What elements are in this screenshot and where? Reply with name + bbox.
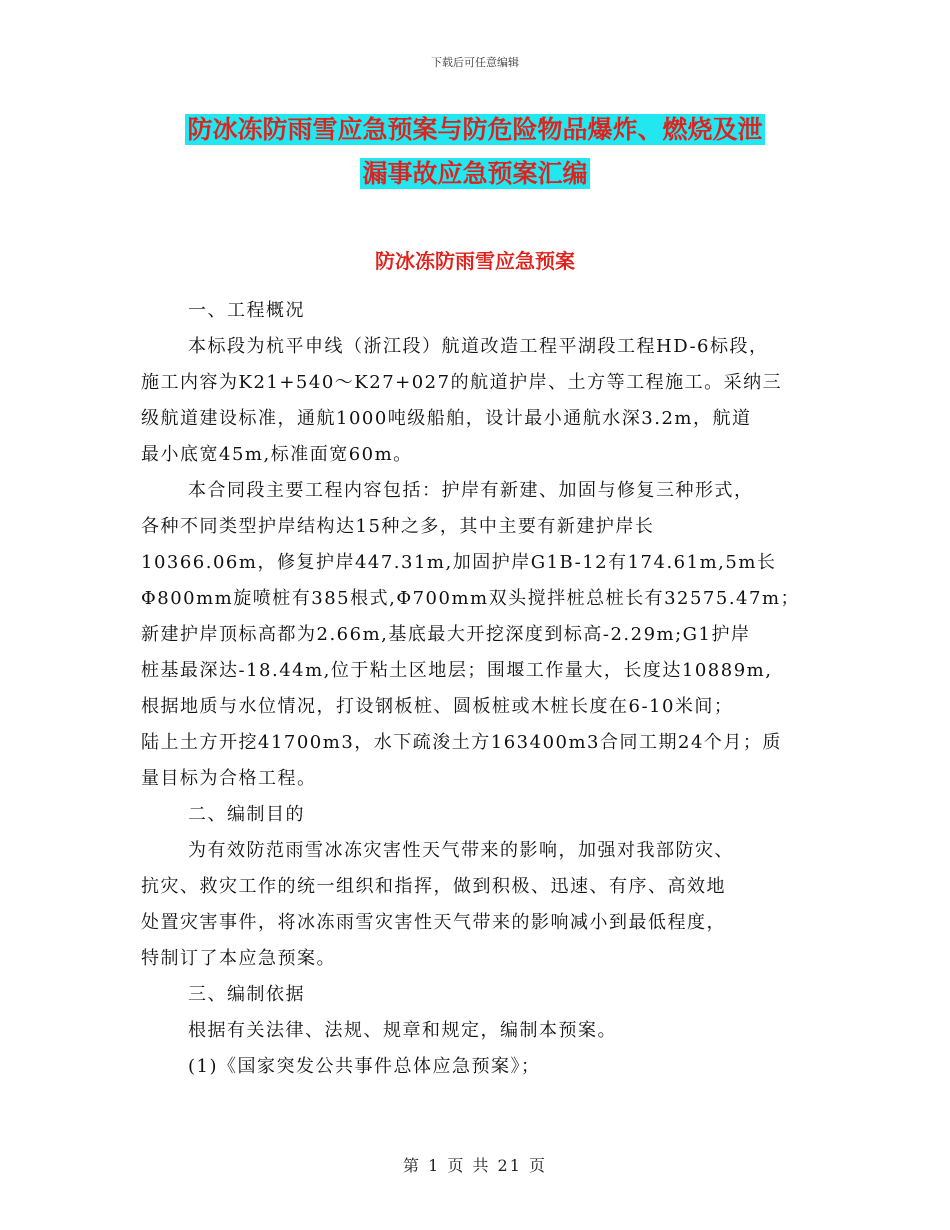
paragraph-line: 本合同段主要工程内容包括：护岸有新建、加固与修复三种形式， (188, 480, 754, 501)
heading-project-overview: 一、工程概况 (188, 300, 305, 321)
paragraph-line: 陆上土方开挖41700m3，水下疏浚土方163400m3合同工期24个月；质 (141, 732, 782, 753)
paragraph-line: 量目标为合格工程。 (141, 768, 317, 789)
document-title-line-2-text: 漏事故应急预案汇编 (362, 159, 588, 188)
paragraph-line: 施工内容为K21+540～K27+027的航道护岸、土方等工程施工。采纳三 (141, 372, 783, 393)
heading-basis: 三、编制依据 (188, 984, 305, 1005)
paragraph-line: 10366.06m，修复护岸447.31m,加固护岸G1B-12有174.61m,5m长 (141, 552, 777, 573)
paragraph-line: 级航道建设标准，通航1000吨级船舶，设计最小通航水深3.2m，航道 (141, 408, 752, 429)
paragraph-line: 新建护岸顶标高都为2.66m,基底最大开挖深度到标高-2.29m;G1护岸 (141, 624, 751, 645)
paragraph-line: 各种不同类型护岸结构达15种之多，其中主要有新建护岸长 (141, 516, 655, 537)
paragraph-line: 桩基最深达-18.44m,位于粘土区地层；围堰工作量大，长度达10889m, (141, 660, 773, 681)
document-title-line-1 (0, 112, 950, 148)
document-title-line-2 (0, 156, 950, 192)
paragraph-line: 本标段为杭平申线（浙江段）航道改造工程平湖段工程HD-6标段， (188, 336, 769, 357)
section-title: 防冰冻防雨雪应急预案 (375, 249, 575, 273)
document-title-line-1-text: 防冰冻防雨雪应急预案与防危险物品爆炸、燃烧及泄 (187, 115, 763, 144)
header-note: 下载后可任意编辑 (431, 56, 519, 69)
paragraph-line: 根据地质与水位情况，打设钢板桩、圆板桩或木桩长度在6-10米间； (141, 696, 734, 717)
paragraph-line: 为有效防范雨雪冰冻灾害性天气带来的影响，加强对我部防灾、 (188, 840, 734, 861)
list-item: (1)《国家突发公共事件总体应急预案》； (188, 1056, 541, 1077)
document-body (141, 293, 821, 1085)
paragraph-line: Φ800mm旋喷桩有385根式,Φ700mm双头搅拌桩总桩长有32575.47m； (141, 588, 801, 609)
paragraph-line: 特制订了本应急预案。 (141, 948, 336, 969)
paragraph-line: 最小底宽45m,标准面宽60m。 (141, 444, 413, 465)
paragraph-line: 抗灾、救灾工作的统一组织和指挥，做到积极、迅速、有序、高效地 (141, 876, 726, 897)
paragraph-line: 处置灾害事件，将冰冻雨雪灾害性天气带来的影响减小到最低程度， (141, 912, 726, 933)
paragraph-line: 根据有关法律、法规、规章和规定，编制本预案。 (188, 1020, 617, 1041)
page-footer: 第 1 页 共 21 页 (403, 1156, 547, 1175)
heading-purpose: 二、编制目的 (188, 804, 305, 825)
